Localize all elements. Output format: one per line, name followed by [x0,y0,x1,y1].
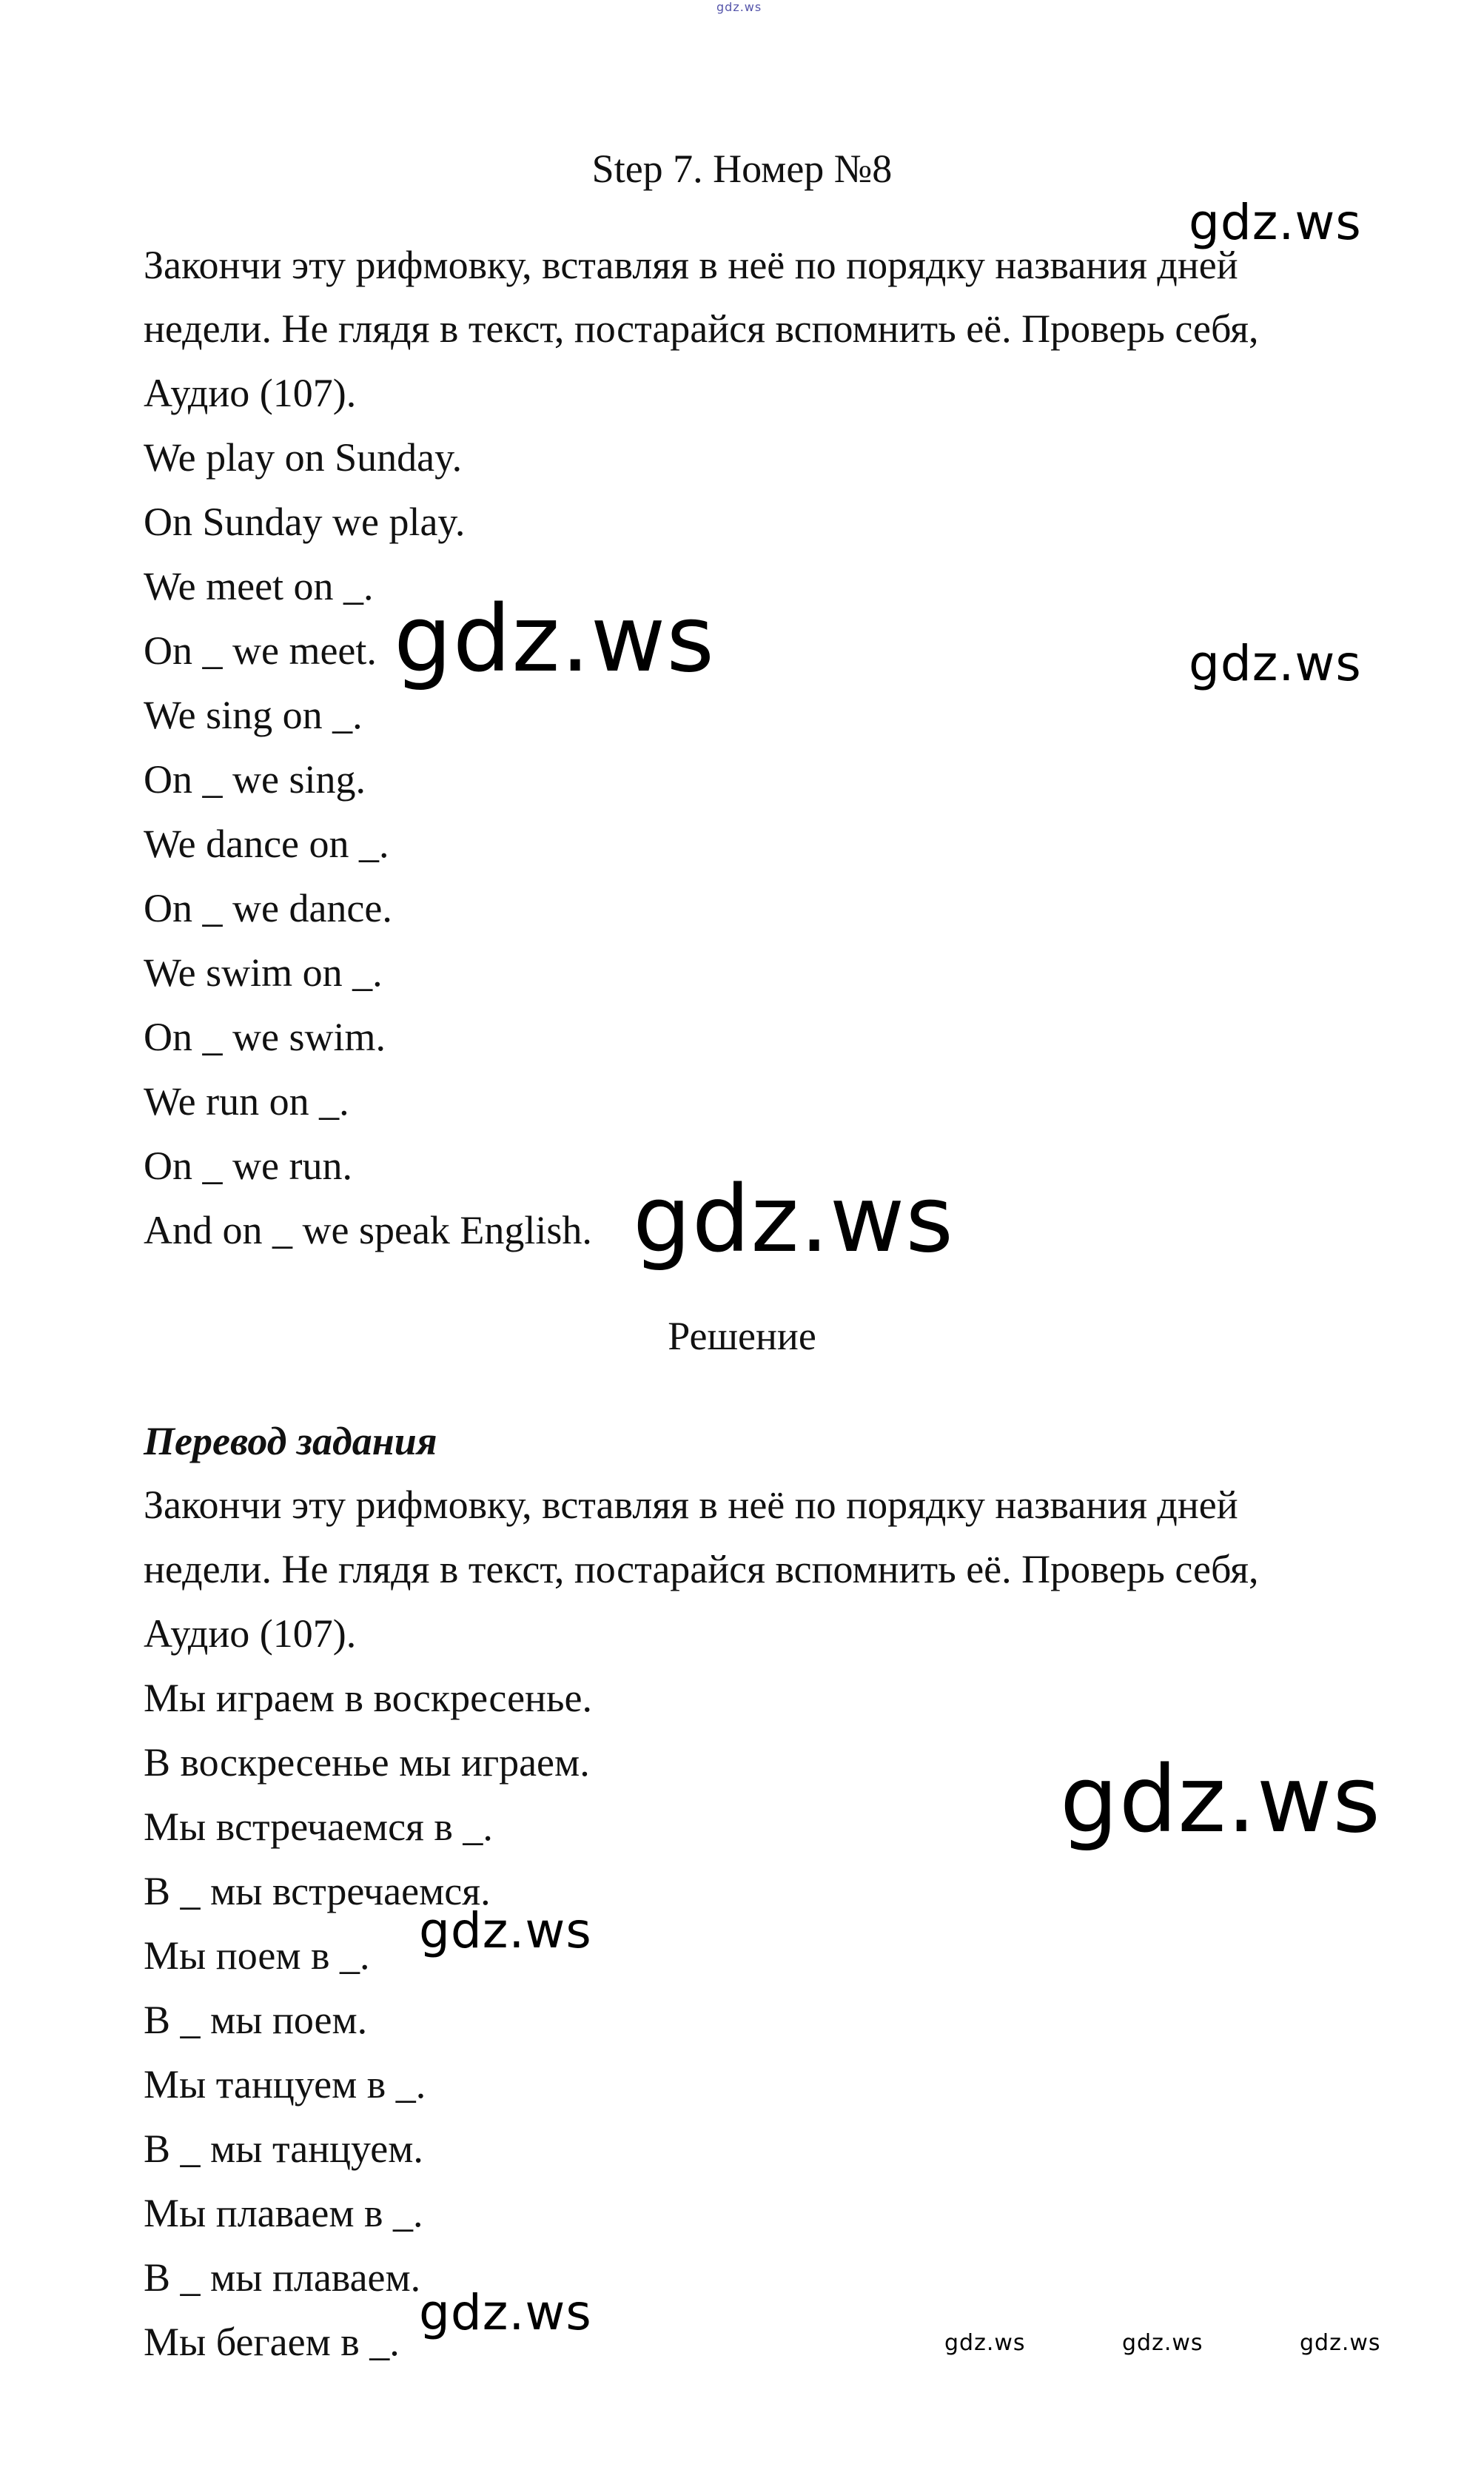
rhyme-line: On _ we sing. [144,757,366,802]
translation-line: В _ мы встречаемся. [144,1869,491,1913]
translation-line: В воскресенье мы играем. [144,1740,590,1785]
task-line: Аудио (107). [144,371,357,415]
rhyme-line: We dance on _. [144,822,389,866]
watermark-top-tiny: gdz.ws [716,0,762,14]
watermark-small: gdz.ws [944,2330,1026,2356]
rhyme-line: We sing on _. [144,693,363,737]
watermark: gdz.ws [1189,635,1362,692]
translation-subheading: Перевод задания [144,1419,437,1463]
translation-line: Мы бегаем в _. [144,2320,400,2364]
translation-line: Закончи эту рифмовку, вставляя в неё по порядку названия дней [144,1483,1238,1527]
rhyme-line: On _ we dance. [144,886,392,930]
rhyme-line: On _ we swim. [144,1015,386,1059]
translation-line: Мы играем в воскресенье. [144,1676,593,1720]
rhyme-line: On Sunday we play. [144,500,466,544]
translation-line: Мы встречаемся в _. [144,1805,493,1849]
translation-line: В _ мы танцуем. [144,2126,423,2171]
translation-line: недели. Не глядя в текст, постарайся вспомнить её. Проверь себя, [144,1547,1259,1591]
task-line: Закончи эту рифмовку, вставляя в неё по порядку названия дней [144,243,1238,287]
page-title: Step 7. Номер №8 [591,147,893,191]
watermark: gdz.ws [419,2284,592,2341]
watermark-large: gdz.ws [394,586,715,693]
watermark-small: gdz.ws [1122,2330,1203,2356]
translation-line: В _ мы плаваем. [144,2255,421,2300]
rhyme-line: We run on _. [144,1079,349,1124]
translation-line: Мы плаваем в _. [144,2191,423,2235]
solution-heading: Решение [668,1314,816,1358]
translation-line: В _ мы поем. [144,1998,368,2042]
rhyme-line: We swim on _. [144,950,383,995]
translation-line: Мы танцуем в _. [144,2062,426,2107]
rhyme-line: We meet on _. [144,564,374,608]
watermark-large: gdz.ws [1060,1747,1381,1853]
watermark: gdz.ws [1189,194,1362,251]
watermark: gdz.ws [419,1902,592,1959]
rhyme-line: And on _ we speak English. [144,1208,592,1252]
translation-line: Аудио (107). [144,1611,357,1656]
rhyme-line: We play on Sunday. [144,435,463,480]
rhyme-line: On _ we run. [144,1144,352,1188]
rhyme-line: On _ we meet. [144,628,377,673]
task-line: недели. Не глядя в текст, постарайся вспомнить её. Проверь себя, [144,306,1259,351]
translation-line: Мы поем в _. [144,1933,370,1978]
watermark-small: gdz.ws [1300,2330,1381,2356]
watermark-large: gdz.ws [633,1167,954,1273]
